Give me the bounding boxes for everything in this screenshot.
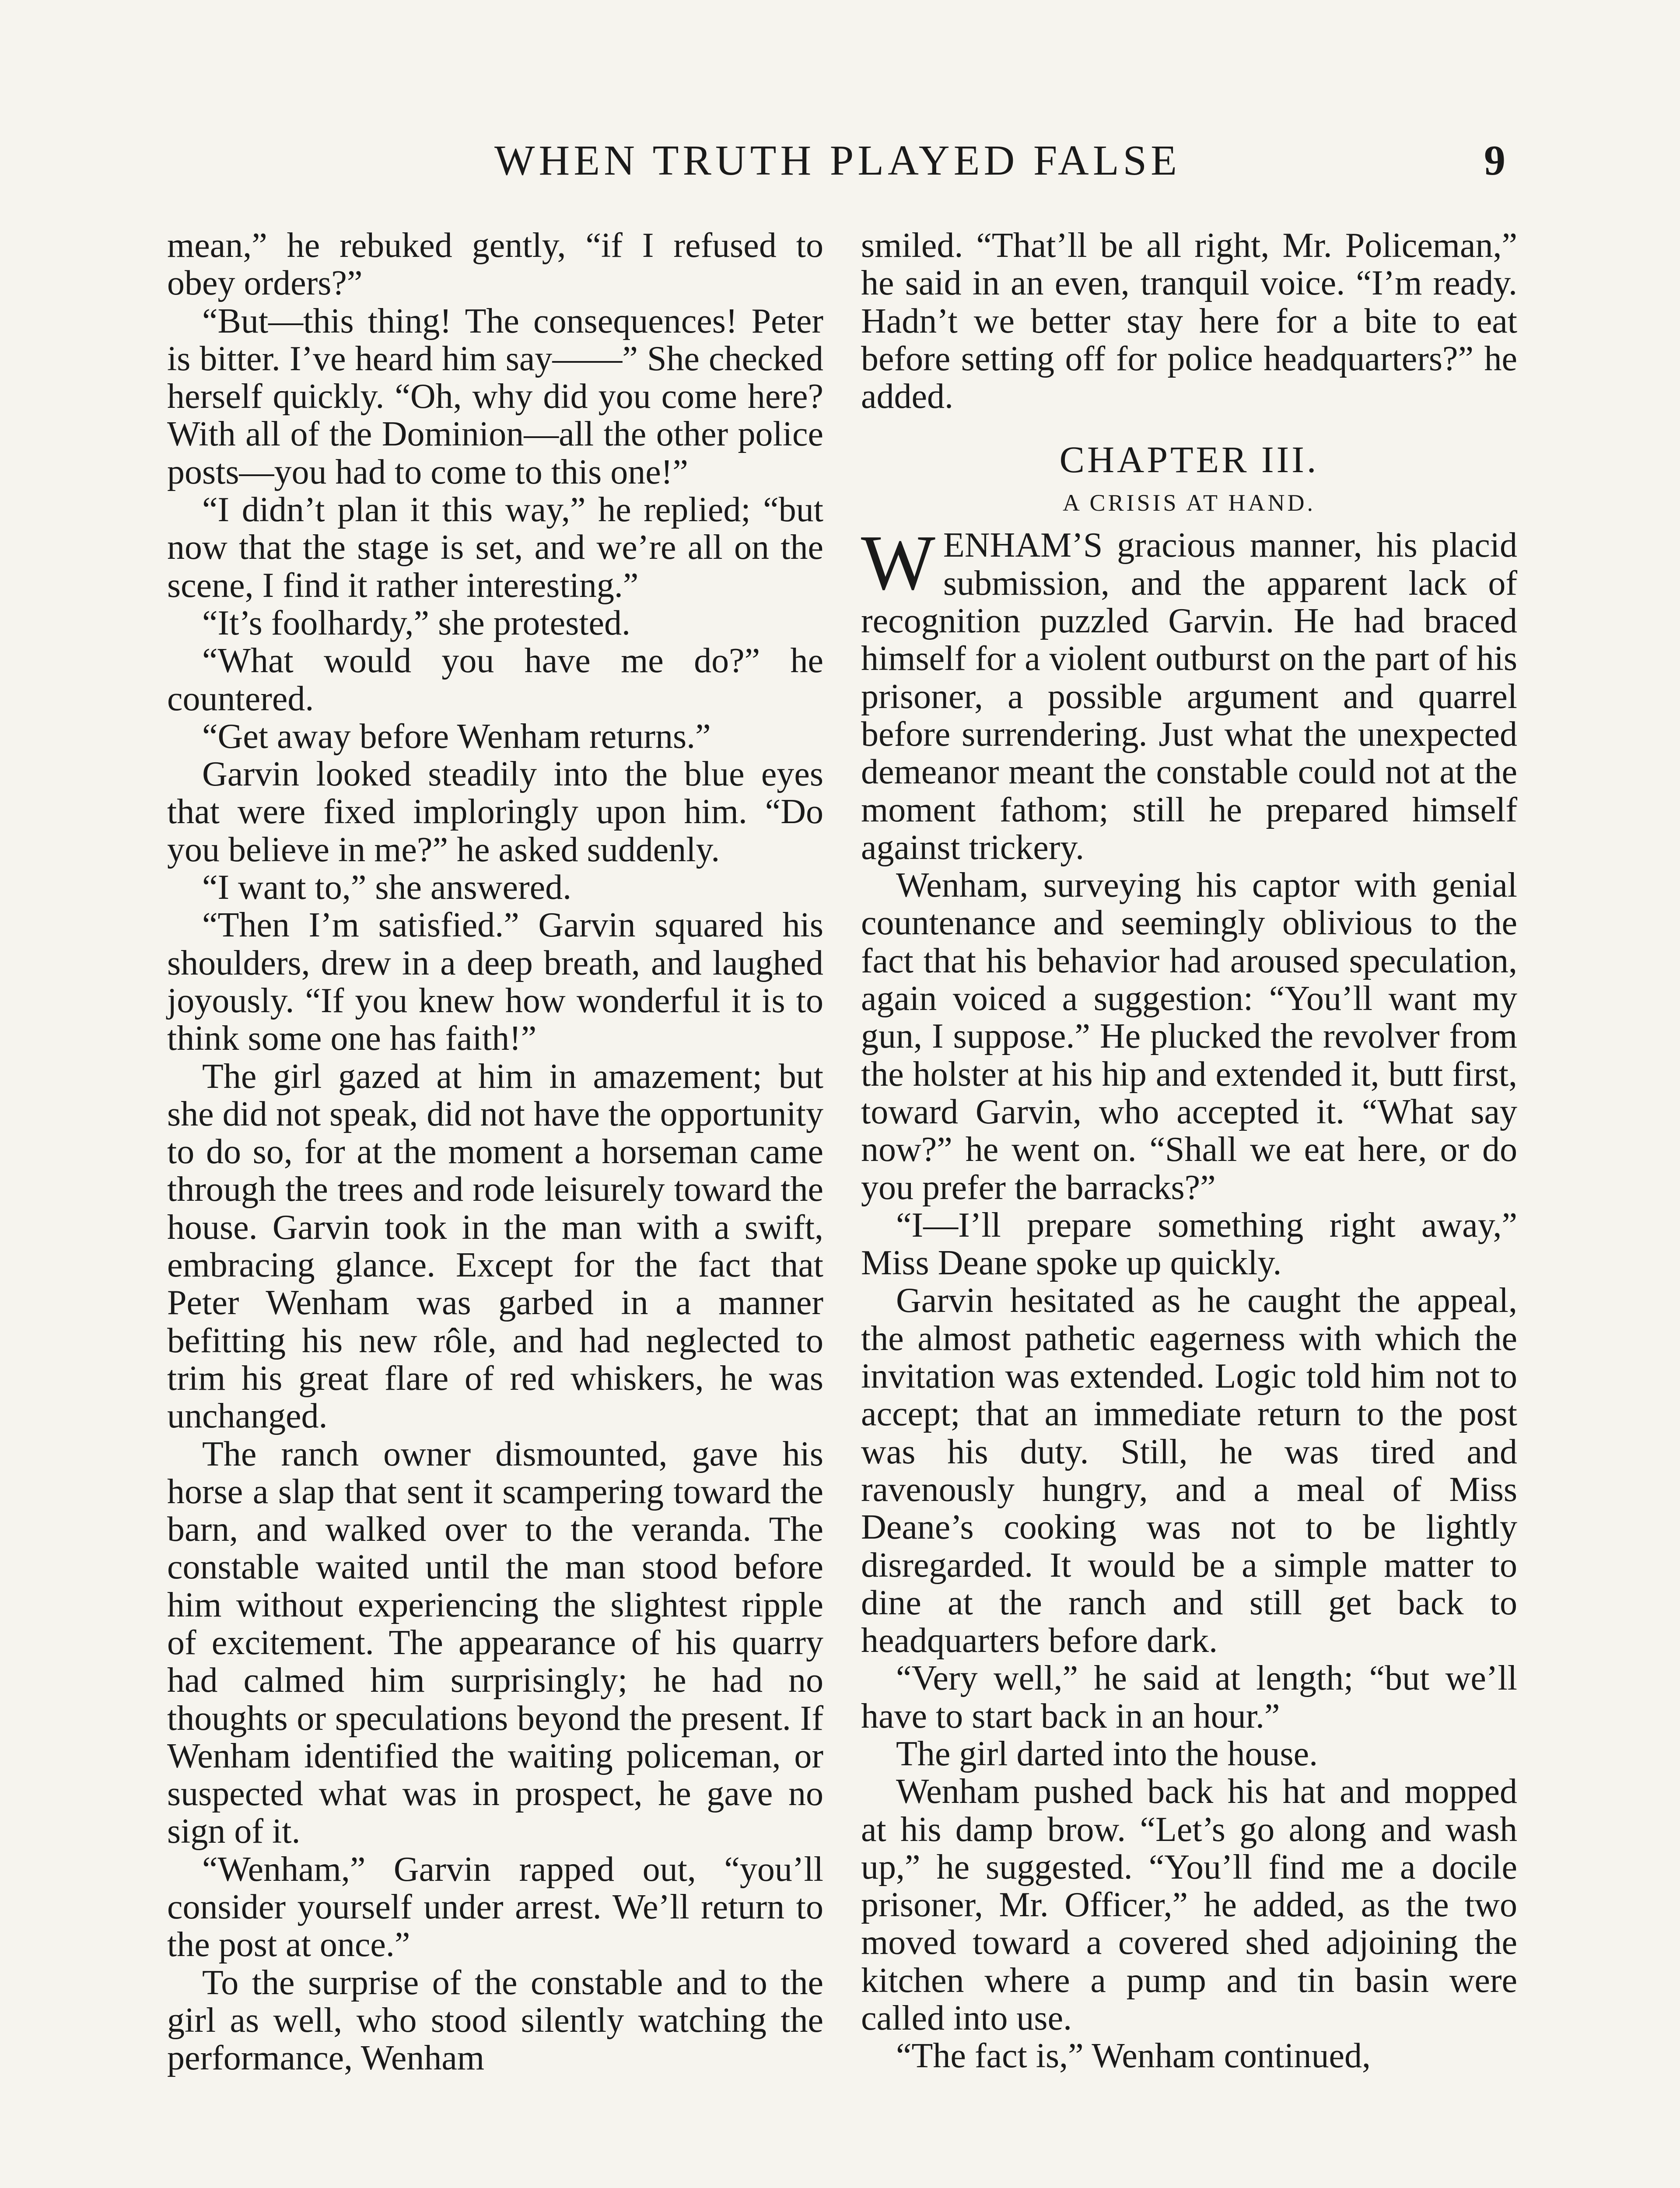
paragraph: “But—this thing! The consequences! Peter is bitter. I’ve heard him say——” She checked herself quickly. “Oh, why did you come here? With all of the Dominion—all the other police posts—you had to come to this one!” [167,302,823,491]
chapter-opening-paragraph [861,519,1517,867]
paragraph: Garvin hesitated as he caught the appeal, the almost pathetic eagerness with which the invitation was extended. Logic told him not to accept; that an immediate return to the post was his duty. Still, he was tired and ravenously hungry, and a meal of Miss Deane’s cooking was not to be lightly disregarded. It would be a simple matter to dine at the ranch and still get back to headquarters before dark. [861,1281,1517,1660]
paragraph: smiled. “That’ll be all right, Mr. Policeman,” he said in an even, tranquil voice. “I’m ready. Hadn’t we better stay here for a bite to eat before setting off for police headquarters?” he added. [861,226,1517,416]
chapter-subheading: A CRISIS AT HAND. [1062,490,1316,516]
paragraph: “I want to,” she answered. [202,868,572,907]
chapter-heading: CHAPTER III. [1059,438,1319,481]
paragraph: “Then I’m satisfied.” Garvin squared his shoulders, drew in a deep breath, and laughed joyously. “If you knew how wonderful it is to think some one has faith!” [167,906,823,1058]
paragraph: Wenham pushed back his hat and mopped at his damp brow. “Let’s go along and wash up,” he suggested. “You’ll find me a docile prisoner, Mr. Officer,” he added, as the two moved toward a covered shed adjoining the kitchen where a pump and tin basin were called into use. [861,1772,1517,2038]
page-number: 9 [1484,137,1505,184]
paragraph: mean,” he rebuked gently, “if I refused to obey orders?” [167,226,823,303]
drop-cap: W [861,519,935,607]
paragraph: “It’s foolhardy,” she protested. [202,603,630,642]
paragraph: “I—I’ll prepare something right away,” Miss Deane spoke up quickly. [861,1206,1517,1283]
running-head [0,137,1680,185]
paragraph: “The fact is,” Wenham continued, [896,2037,1371,2076]
running-title: WHEN TRUTH PLAYED FALSE [494,137,1181,184]
paragraph: The girl darted into the house. [896,1734,1318,1773]
right-column [861,227,1517,2075]
paragraph: “What would you have me do?” he countered. [167,642,823,718]
paragraph: “I didn’t plan it this way,” he replied; “but now that the stage is set, and we’re all on the scene, I find it rather interesting.” [167,491,823,605]
paragraph: To the surprise of the constable and to the girl as well, who stood silently watching the performance, Wenham [167,1963,823,2078]
paragraph: Wenham, surveying his captor with genial countenance and seemingly oblivious to the fact that his behavior had aroused speculation, again voiced a suggestion: “You’ll want my gun, I suppose.” He plucked the revolver from the holster at his hip and extended it, butt first, toward Garvin, who accepted it. “What say now?” he went on. “Shall we eat here, or do you prefer the barracks?” [861,866,1517,1207]
paragraph: The ranch owner dismounted, gave his horse a slap that sent it scampering toward the barn, and walked over to the veranda. The constable waited until the man stood before him without experiencing the slightest ripple of excitement. The appearance of his quarry had calmed him surprisingly; he had no thoughts or speculations beyond the present. If Wenham identified the waiting policeman, or suspected what was in prospect, he gave no sign of it. [167,1434,823,1851]
paragraph: “Get away before Wenham returns.” [202,717,711,756]
left-column [167,227,823,2077]
paragraph: “Wenham,” Garvin rapped out, “you’ll consider yourself under arrest. We’ll return to the post at once.” [167,1850,823,1964]
paragraph: Garvin looked steadily into the blue eyes that were fixed imploringly upon him. “Do you believe in me?” he asked suddenly. [167,755,823,869]
paragraph: The girl gazed at him in amazement; but she did not speak, did not have the opportunity to do so, for at the moment a horseman came through the trees and rode leisurely toward the house. Garvin took in the man with a swift, embracing glance. Except for the fact that Peter Wenham was garbed in a manner befitting his new rôle, and had neglected to trim his great flare of red whiskers, he was unchanged. [167,1057,823,1436]
paragraph: “Very well,” he said at length; “but we’ll have to start back in an hour.” [861,1659,1517,1736]
chapter-opening-text: ENHAM’S gracious manner, his placid submission, and the apparent lack of recognition puzzled Garvin. He had braced himself for a violent outburst on the part of his prisoner, a possible argument and quarrel before surrendering. Just what the unexpected demeanor meant the constable could not at the moment fathom; still he prepared himself against trickery. [861,526,1517,867]
